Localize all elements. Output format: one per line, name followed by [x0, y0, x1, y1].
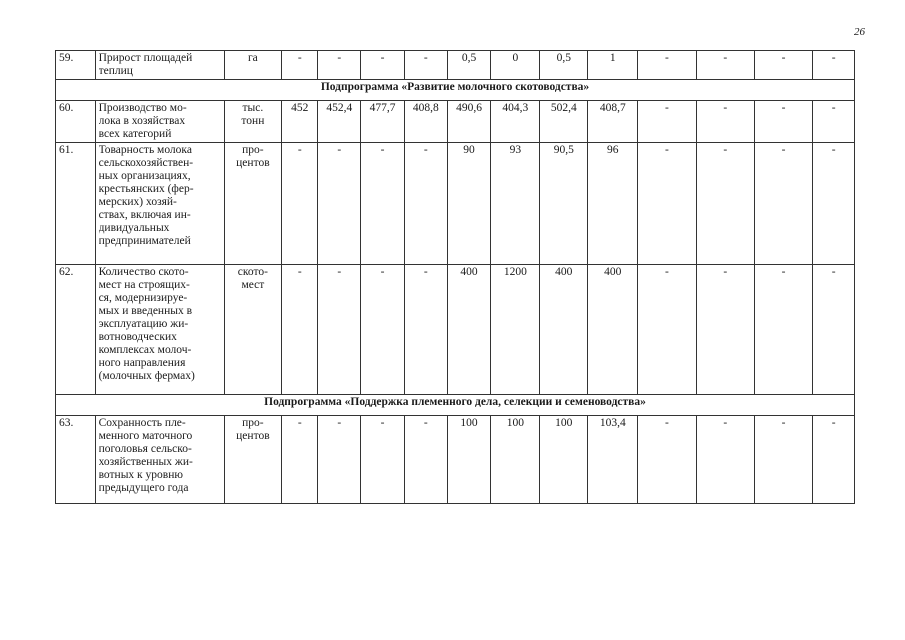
value-cell: - [282, 143, 318, 265]
value-cell: - [813, 101, 855, 143]
table-row [56, 265, 855, 395]
value-cell: 404,3 [491, 101, 540, 143]
value-cell: 1 [588, 51, 638, 80]
value-cell: - [696, 143, 754, 265]
indicator-name-line: Производство мо- [98, 102, 187, 114]
indicator-name-line: ся, модернизируе- [98, 292, 188, 304]
value-cell: 408,8 [404, 101, 447, 143]
indicator-name-line: менного маточного [98, 430, 193, 442]
value-cell: 103,4 [588, 416, 638, 504]
indicator-name-line: мерских) хозяй- [98, 196, 177, 208]
indicator-name-line: Товарность молока [98, 144, 192, 156]
indicator-name-line: Сохранность пле- [98, 417, 186, 429]
value-cell: - [813, 143, 855, 265]
value-cell: - [813, 265, 855, 395]
table-row [56, 51, 855, 80]
indicator-name-line: крестьянских (фер- [98, 183, 194, 195]
value-cell: - [754, 51, 812, 80]
value-cell: 96 [588, 143, 638, 265]
indicator-name-line: Прирост площадей [98, 52, 193, 64]
value-cell: 90 [447, 143, 491, 265]
value-cell: - [696, 101, 754, 143]
value-cell: - [404, 416, 447, 504]
indicator-name-line: вотноводческих [98, 331, 177, 343]
indicator-name-line: всех категорий [98, 128, 172, 140]
value-cell: - [754, 265, 812, 395]
indicator-name-line: поголовья сельско- [98, 443, 192, 455]
value-cell: - [404, 265, 447, 395]
unit-line: про- [242, 144, 264, 156]
unit-line: центов [236, 430, 270, 442]
value-cell: 452 [282, 101, 318, 143]
indicator-name-line: (молочных фермах) [98, 370, 195, 382]
unit-of-measure [224, 143, 281, 265]
unit-of-measure [224, 101, 281, 143]
unit-line: мест [241, 279, 265, 291]
value-cell: - [638, 143, 696, 265]
row-number: 63. [56, 416, 96, 504]
unit-line: тонн [241, 115, 265, 127]
subprogram-header-row [56, 395, 855, 416]
value-cell: - [754, 143, 812, 265]
value-cell: 408,7 [588, 101, 638, 143]
value-cell: - [638, 51, 696, 80]
value-cell: 502,4 [540, 101, 588, 143]
subprogram-title: Подпрограмма «Развитие молочного скотоводства» [56, 80, 855, 101]
value-cell: - [282, 416, 318, 504]
table-row [56, 416, 855, 504]
value-cell: - [361, 143, 405, 265]
indicator-name-line: теплиц [98, 65, 133, 77]
indicator-name-line: ных организациях, [98, 170, 191, 182]
row-number: 60. [56, 101, 96, 143]
indicator-name [95, 416, 224, 504]
value-cell: 477,7 [361, 101, 405, 143]
subprogram-title: Подпрограмма «Поддержка племенного дела, селекции и семеноводства» [56, 395, 855, 416]
value-cell: - [318, 265, 361, 395]
unit-line: про- [242, 417, 264, 429]
indicator-name-line: дивидуальных [98, 222, 170, 234]
indicator-name-line: предыдущего года [98, 482, 189, 494]
indicator-name [95, 143, 224, 265]
value-cell: - [696, 265, 754, 395]
value-cell: 93 [491, 143, 540, 265]
value-cell: - [754, 416, 812, 504]
indicator-name-line: ствах, включая ин- [98, 209, 191, 221]
indicator-name-line: сельскохозяйствен- [98, 157, 194, 169]
unit-of-measure [224, 416, 281, 504]
value-cell: 0,5 [540, 51, 588, 80]
indicator-name-line: предпринимателей [98, 235, 191, 247]
value-cell: - [638, 416, 696, 504]
value-cell: - [318, 51, 361, 80]
indicator-name-line: ного направления [98, 357, 186, 369]
value-cell: - [638, 101, 696, 143]
value-cell: 0 [491, 51, 540, 80]
value-cell: - [318, 143, 361, 265]
value-cell: 1200 [491, 265, 540, 395]
indicator-name-line: хозяйственных жи- [98, 456, 193, 468]
indicator-name-line: комплексах молоч- [98, 344, 192, 356]
value-cell: - [696, 51, 754, 80]
value-cell: 490,6 [447, 101, 491, 143]
value-cell: 100 [491, 416, 540, 504]
value-cell: - [282, 265, 318, 395]
value-cell: - [361, 265, 405, 395]
indicator-name [95, 101, 224, 143]
row-number: 62. [56, 265, 96, 395]
value-cell: 0,5 [447, 51, 491, 80]
value-cell: 400 [447, 265, 491, 395]
indicator-name-line: мест на строящих- [98, 279, 190, 291]
indicator-name [95, 51, 224, 80]
indicator-name-line: мых и введенных в [98, 305, 193, 317]
value-cell: - [361, 51, 405, 80]
value-cell: 90,5 [540, 143, 588, 265]
value-cell: 452,4 [318, 101, 361, 143]
value-cell: 100 [447, 416, 491, 504]
unit-line: га [247, 52, 258, 64]
unit-line: центов [236, 157, 270, 169]
value-cell: - [638, 265, 696, 395]
value-cell: - [361, 416, 405, 504]
subprogram-header-row [56, 80, 855, 101]
value-cell: - [696, 416, 754, 504]
table-row [56, 101, 855, 143]
value-cell: - [754, 101, 812, 143]
row-number: 61. [56, 143, 96, 265]
value-cell: - [813, 51, 855, 80]
indicator-name-line: вотных к уровню [98, 469, 183, 481]
unit-of-measure [224, 51, 281, 80]
page-number: 26 [854, 26, 865, 38]
table-row [56, 143, 855, 265]
indicator-name-line: лока в хозяйствах [98, 115, 186, 127]
value-cell: - [318, 416, 361, 504]
unit-line: тыс. [242, 102, 264, 114]
value-cell: 100 [540, 416, 588, 504]
indicator-name [95, 265, 224, 395]
value-cell: - [404, 143, 447, 265]
value-cell: - [404, 51, 447, 80]
row-number: 59. [56, 51, 96, 80]
indicators-table [55, 50, 855, 504]
value-cell: 400 [540, 265, 588, 395]
indicator-name-line: эксплуатацию жи- [98, 318, 189, 330]
unit-of-measure [224, 265, 281, 395]
value-cell: - [282, 51, 318, 80]
value-cell: 400 [588, 265, 638, 395]
indicator-name-line: Количество ското- [98, 266, 189, 278]
value-cell: - [813, 416, 855, 504]
unit-line: ското- [237, 266, 268, 278]
